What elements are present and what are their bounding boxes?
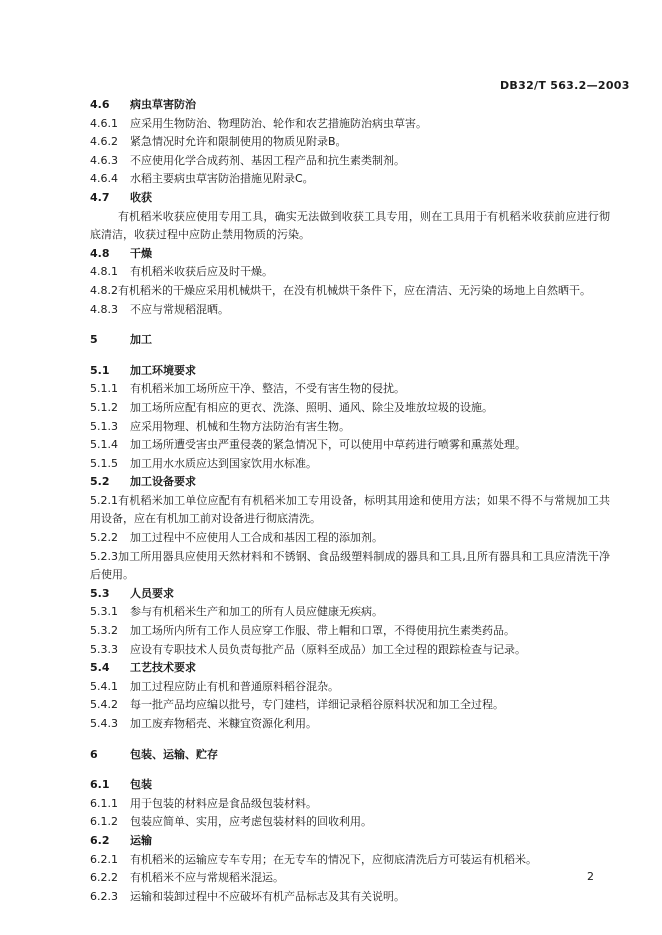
clause-number: 5.1.1 (90, 382, 118, 396)
paragraph: 有机稻米收获应使用专用工具，确实无法做到收获工具专用，则在工具用于有机稻米收获前应进行彻底清洁，收获过程中应防止禁用物质的污染。 (90, 209, 610, 242)
spacer (90, 734, 610, 746)
clause-text: 加工设备要求 (130, 475, 196, 489)
document-code: DB32/T 563.2—2003 (500, 79, 630, 92)
clause-number: 6 (90, 747, 98, 761)
clause (90, 282, 610, 301)
section-heading (90, 362, 610, 381)
clause (90, 380, 610, 399)
page-number: 2 (587, 870, 594, 883)
clause-text: 不应与常规稻混晒。 (130, 302, 229, 316)
clause-number: 6.1 (90, 778, 110, 792)
clause-text: 有机稻米加工场所应干净、整洁，不受有害生物的侵扰。 (130, 382, 405, 396)
clause-number: 5.3.1 (90, 605, 118, 619)
clause (90, 418, 610, 437)
clause-number: 5.3 (90, 586, 110, 600)
clause (90, 641, 610, 660)
clause-number: 4.6.3 (90, 153, 118, 167)
clause-number: 6.2.1 (90, 852, 118, 866)
clause-number: 5.2.3 (90, 549, 118, 563)
clause (90, 888, 610, 907)
clause-text: 不应使用化学合成药剂、基因工程产品和抗生素类制剂。 (130, 153, 405, 167)
clause-text: 加工环境要求 (130, 363, 196, 377)
clause-number: 4.6.4 (90, 172, 118, 186)
clause-number: 5.4.2 (90, 698, 118, 712)
clause-number: 6.2 (90, 833, 110, 847)
clause-number: 6.1.1 (90, 796, 118, 810)
clause (90, 851, 610, 870)
clause-number: 5 (90, 333, 98, 347)
clause-text: 人员要求 (130, 586, 174, 600)
document-body (90, 96, 610, 906)
clause-text: 工艺技术要求 (130, 661, 196, 675)
clause-text: 加工场所应配有相应的更衣、洗涤、照明、通风、除尘及堆放垃圾的设施。 (130, 400, 493, 414)
section-heading (90, 585, 610, 604)
clause-text: 应采用生物防治、物理防治、轮作和农艺措施防治病虫草害。 (130, 116, 427, 130)
clause-text: 有机稻米收获后应及时干燥。 (130, 265, 273, 279)
clause-text: 加工用水水质应达到国家饮用水标准。 (130, 456, 317, 470)
clause-text: 应设有专职技术人员负责每批产品（原料至成品）加工全过程的跟踪检查与记录。 (130, 642, 526, 656)
section-heading (90, 245, 610, 264)
clause-text: 包装应简单、实用，应考虑包装材料的回收利用。 (130, 815, 372, 829)
clause (90, 170, 610, 189)
clause (90, 622, 610, 641)
clause-text: 收获 (130, 190, 152, 204)
clause (90, 529, 610, 548)
clause-text: 包装、运输、贮存 (130, 747, 218, 761)
clause-text: 加工所用器具应使用天然材料和不锈钢、食品级塑料制成的器具和工具,且所有器具和工具应清洗干净后使用。 (90, 549, 610, 582)
clause-text: 加工场所遭受害虫严重侵袭的紧急情况下，可以使用中草药进行喷雾和熏蒸处理。 (130, 438, 526, 452)
clause-number: 5.2.2 (90, 531, 118, 545)
clause-text: 水稻主要病虫草害防治措施见附录C。 (130, 172, 314, 186)
clause-number: 4.8.1 (90, 265, 118, 279)
clause-text: 干燥 (130, 246, 152, 260)
clause-number: 5.1.2 (90, 400, 118, 414)
clause-number: 4.6.1 (90, 116, 118, 130)
clause (90, 715, 610, 734)
clause-number: 4.8.3 (90, 302, 118, 316)
spacer (90, 319, 610, 331)
section-heading (90, 776, 610, 795)
clause-text: 运输 (130, 833, 152, 847)
spacer (90, 350, 610, 362)
clause-text: 病虫草害防治 (130, 98, 196, 111)
clause-number: 5.1.5 (90, 456, 118, 470)
clause-number: 6.2.2 (90, 871, 118, 885)
clause (90, 436, 610, 455)
clause-number: 5.3.2 (90, 624, 118, 638)
clause-number: 5.1.4 (90, 438, 118, 452)
clause (90, 115, 610, 134)
clause (90, 678, 610, 697)
clause (90, 301, 610, 320)
clause-number: 5.4.1 (90, 679, 118, 693)
clause-text: 运输和装卸过程中不应破坏有机产品标志及其有关说明。 (130, 889, 405, 903)
clause (90, 263, 610, 282)
clause (90, 133, 610, 152)
section-heading (90, 832, 610, 851)
clause (90, 399, 610, 418)
clause (90, 603, 610, 622)
clause-text: 用于包装的材料应是食品级包装材料。 (130, 796, 317, 810)
clause-text: 紧急情况时允许和限制使用的物质见附录B。 (130, 135, 347, 149)
clause-text: 加工过程应防止有机和普通原料稻谷混杂。 (130, 679, 339, 693)
clause-text: 有机稻米加工单位应配有有机稻米加工专用设备，标明其用途和使用方法；如果不得不与常规加工共用设备，应在有机加工前对设备进行彻底清洗。 (90, 493, 610, 526)
clause-text: 加工过程中不应使用人工合成和基因工程的添加剂。 (130, 531, 383, 545)
clause-text: 加工场所内所有工作人员应穿工作服、带上帽和口罩，不得使用抗生素类药品。 (130, 624, 515, 638)
clause (90, 795, 610, 814)
clause-text: 加工废弃物稻壳、米糠宜资源化利用。 (130, 717, 317, 730)
clause (90, 548, 610, 585)
section-heading (90, 473, 610, 492)
clause-text: 加工 (130, 333, 152, 347)
clause-text: 参与有机稻米生产和加工的所有人员应健康无疾病。 (130, 605, 383, 619)
clause-number: 5.4 (90, 661, 110, 675)
section-heading (90, 189, 610, 208)
section-heading (90, 746, 610, 765)
section-heading (90, 331, 610, 350)
clause-number: 4.6.2 (90, 135, 118, 149)
clause-text: 每一批产品均应编以批号，专门建档，详细记录稻谷原料状况和加工全过程。 (130, 698, 504, 712)
clause-number: 4.8.2 (90, 283, 118, 297)
clause-text: 有机稻米不应与常规稻米混运。 (130, 871, 284, 885)
clause-number: 5.2 (90, 475, 110, 489)
clause-text: 应采用物理、机械和生物方法防治有害生物。 (130, 419, 350, 433)
clause (90, 492, 610, 529)
clause-number: 6.1.2 (90, 815, 118, 829)
clause-number: 5.2.1 (90, 493, 118, 507)
clause-number: 5.3.3 (90, 642, 118, 656)
clause (90, 813, 610, 832)
section-heading (90, 96, 610, 115)
clause-number: 4.7 (90, 190, 110, 204)
clause-number: 6.2.3 (90, 889, 118, 903)
clause-number: 4.8 (90, 246, 110, 260)
clause (90, 455, 610, 474)
clause-text: 包装 (130, 778, 152, 792)
spacer (90, 764, 610, 776)
clause (90, 869, 610, 888)
clause-number: 5.1 (90, 363, 110, 377)
clause (90, 696, 610, 715)
clause-number: 5.1.3 (90, 419, 118, 433)
clause-text: 有机稻米的干燥应采用机械烘干，在没有机械烘干条件下，应在清洁、无污染的场地上自然晒干。 (118, 283, 591, 297)
clause-number: 5.4.3 (90, 717, 118, 730)
clause (90, 152, 610, 171)
section-heading (90, 659, 610, 678)
clause-number: 4.6 (90, 98, 110, 111)
clause-text: 有机稻米的运输应专车专用；在无专车的情况下，应彻底清洗后方可装运有机稻米。 (130, 852, 537, 866)
